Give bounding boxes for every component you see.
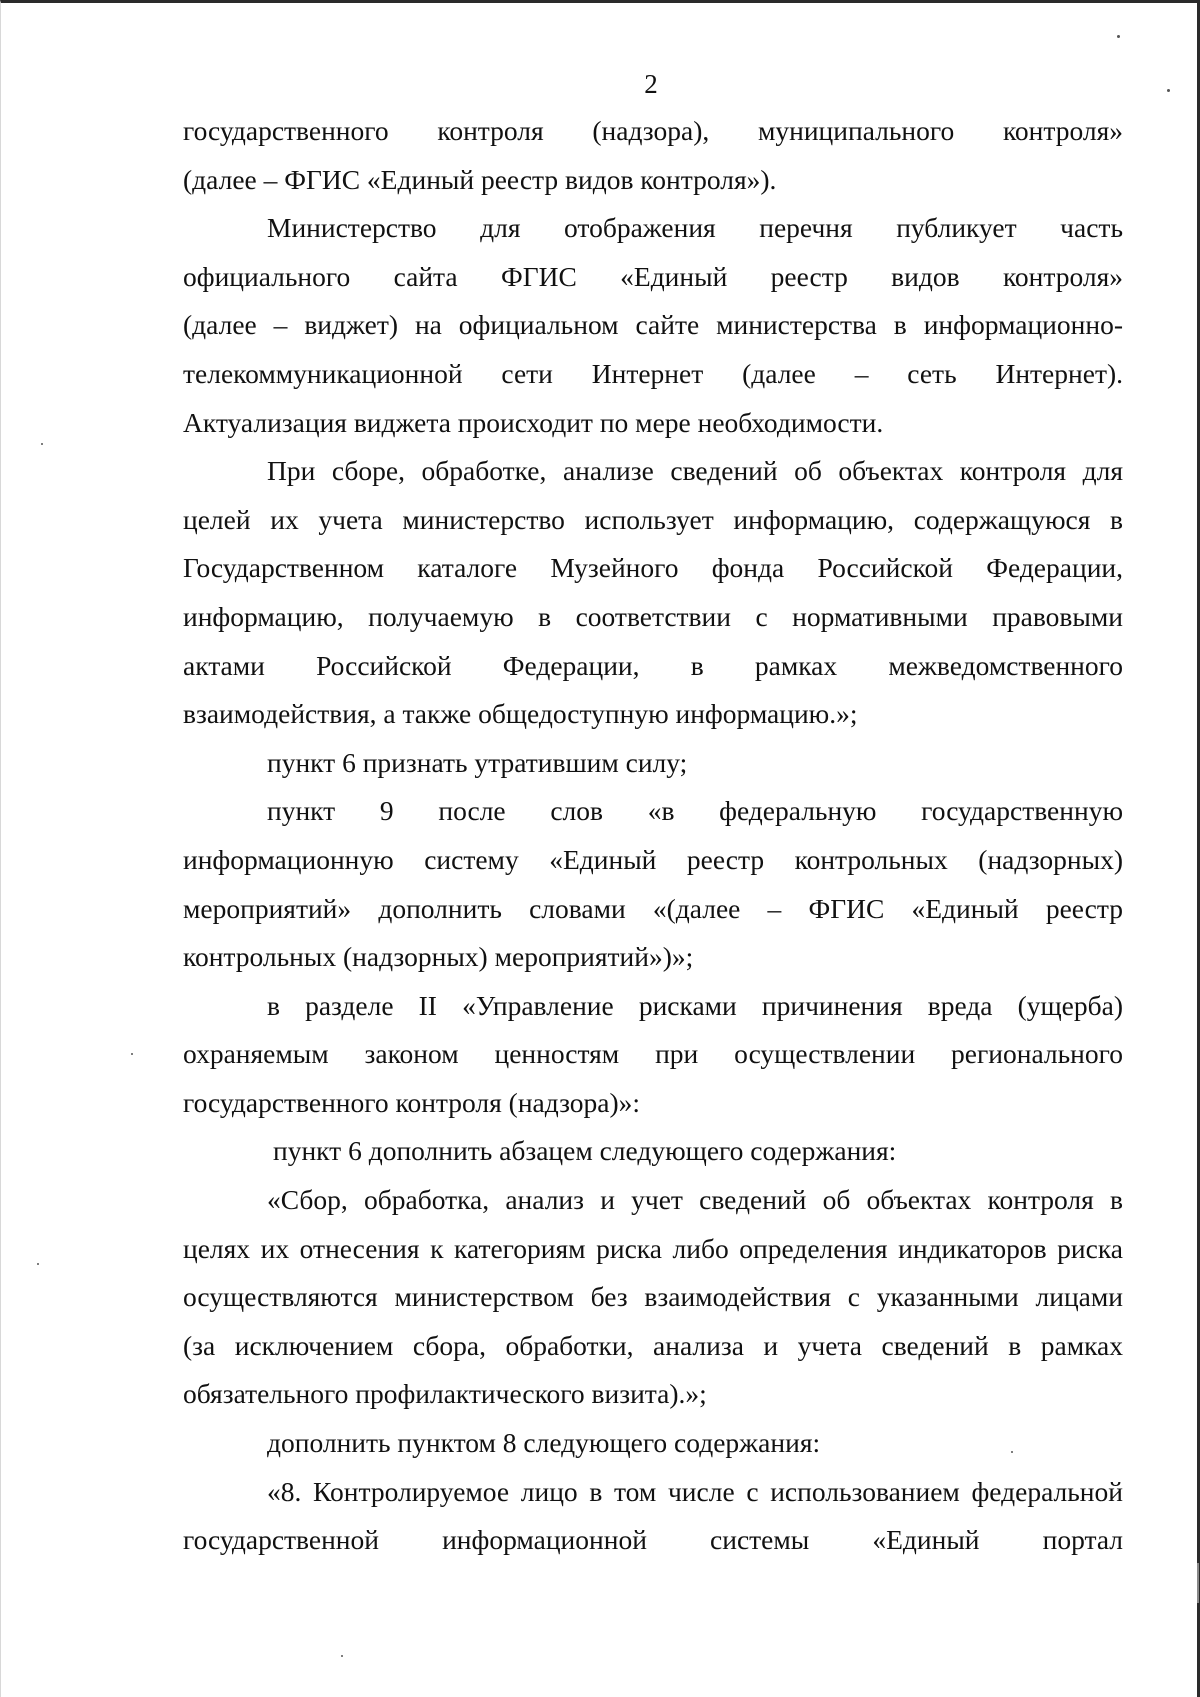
text-line: (за исключением сбора, обработки, анализа и учета сведений в рамках [183, 1329, 1123, 1361]
text-line: телекоммуникационной сети Интернет (далее – сеть Интернет). [183, 357, 1123, 389]
text-line: пункт 6 дополнить абзацем следующего содержания: [273, 1135, 897, 1167]
text-line: мероприятий» дополнить словами «(далее – ФГИС «Единый реестр [183, 892, 1123, 924]
text-line: «Сбор, обработка, анализ и учет сведений об объектах контроля в [267, 1184, 1123, 1216]
text-line: государственного контроля (надзора), муниципального контроля» [183, 115, 1123, 146]
page-number: 2 [644, 69, 658, 99]
document-body [183, 107, 1123, 1565]
text-line: в разделе II «Управление рисками причинения вреда (ущерба) [267, 989, 1123, 1021]
text-line: (далее – виджет) на официальном сайте министерства в информационно- [183, 309, 1123, 341]
scan-speck [37, 1263, 39, 1265]
text-line: Министерство для отображения перечня публикует часть [267, 212, 1123, 244]
scan-edge-mark [1197, 1563, 1199, 1603]
text-line: (далее – ФГИС «Единый реестр видов контроля»). [183, 163, 777, 195]
text-line: Актуализация виджета происходит по мере необходимости. [183, 406, 884, 438]
text-line: дополнить пунктом 8 следующего содержания: [267, 1427, 821, 1459]
text-line: пункт 9 после слов «в федеральную государственную [267, 795, 1123, 827]
scan-speck [131, 1053, 133, 1055]
text-line: При сборе, обработке, анализе сведений об объектах контроля для [267, 455, 1123, 487]
text-line: государственного контроля (надзора)»: [183, 1086, 641, 1118]
scan-speck [1167, 89, 1170, 92]
text-line: осуществляются министерством без взаимодействия с указанными лицами [183, 1281, 1123, 1313]
scan-speck [1117, 35, 1120, 38]
text-line: контрольных (надзорных) мероприятий»)»; [183, 941, 694, 973]
text-line: информационную систему «Единый реестр контрольных (надзорных) [183, 843, 1123, 875]
text-line: государственной информационной системы «Единый портал [183, 1524, 1123, 1556]
text-line: взаимодействия, а также общедоступную информацию.»; [183, 698, 858, 730]
text-line: официального сайта ФГИС «Единый реестр видов контроля» [183, 260, 1123, 292]
scan-speck [341, 1655, 343, 1657]
text-line: обязательного профилактического визита).»; [183, 1378, 707, 1410]
scan-speck [1011, 1451, 1013, 1453]
text-line: информацию, получаемую в соответствии с нормативными правовыми [183, 600, 1123, 632]
text-line: целей их учета министерство использует информацию, содержащуюся в [183, 503, 1123, 535]
text-line: охраняемым законом ценностям при осуществлении регионального [183, 1038, 1123, 1070]
text-line: «8. Контролируемое лицо в том числе с использованием федеральной [267, 1475, 1123, 1507]
text-line: целях их отнесения к категориям риска либо определения индикаторов риска [183, 1232, 1123, 1264]
text-line: Государственном каталоге Музейного фонда Российской Федерации, [183, 552, 1123, 584]
text-line: актами Российской Федерации, в рамках межведомственного [183, 649, 1123, 681]
scan-speck [41, 443, 43, 445]
text-line: пункт 6 признать утратившим силу; [267, 746, 688, 778]
